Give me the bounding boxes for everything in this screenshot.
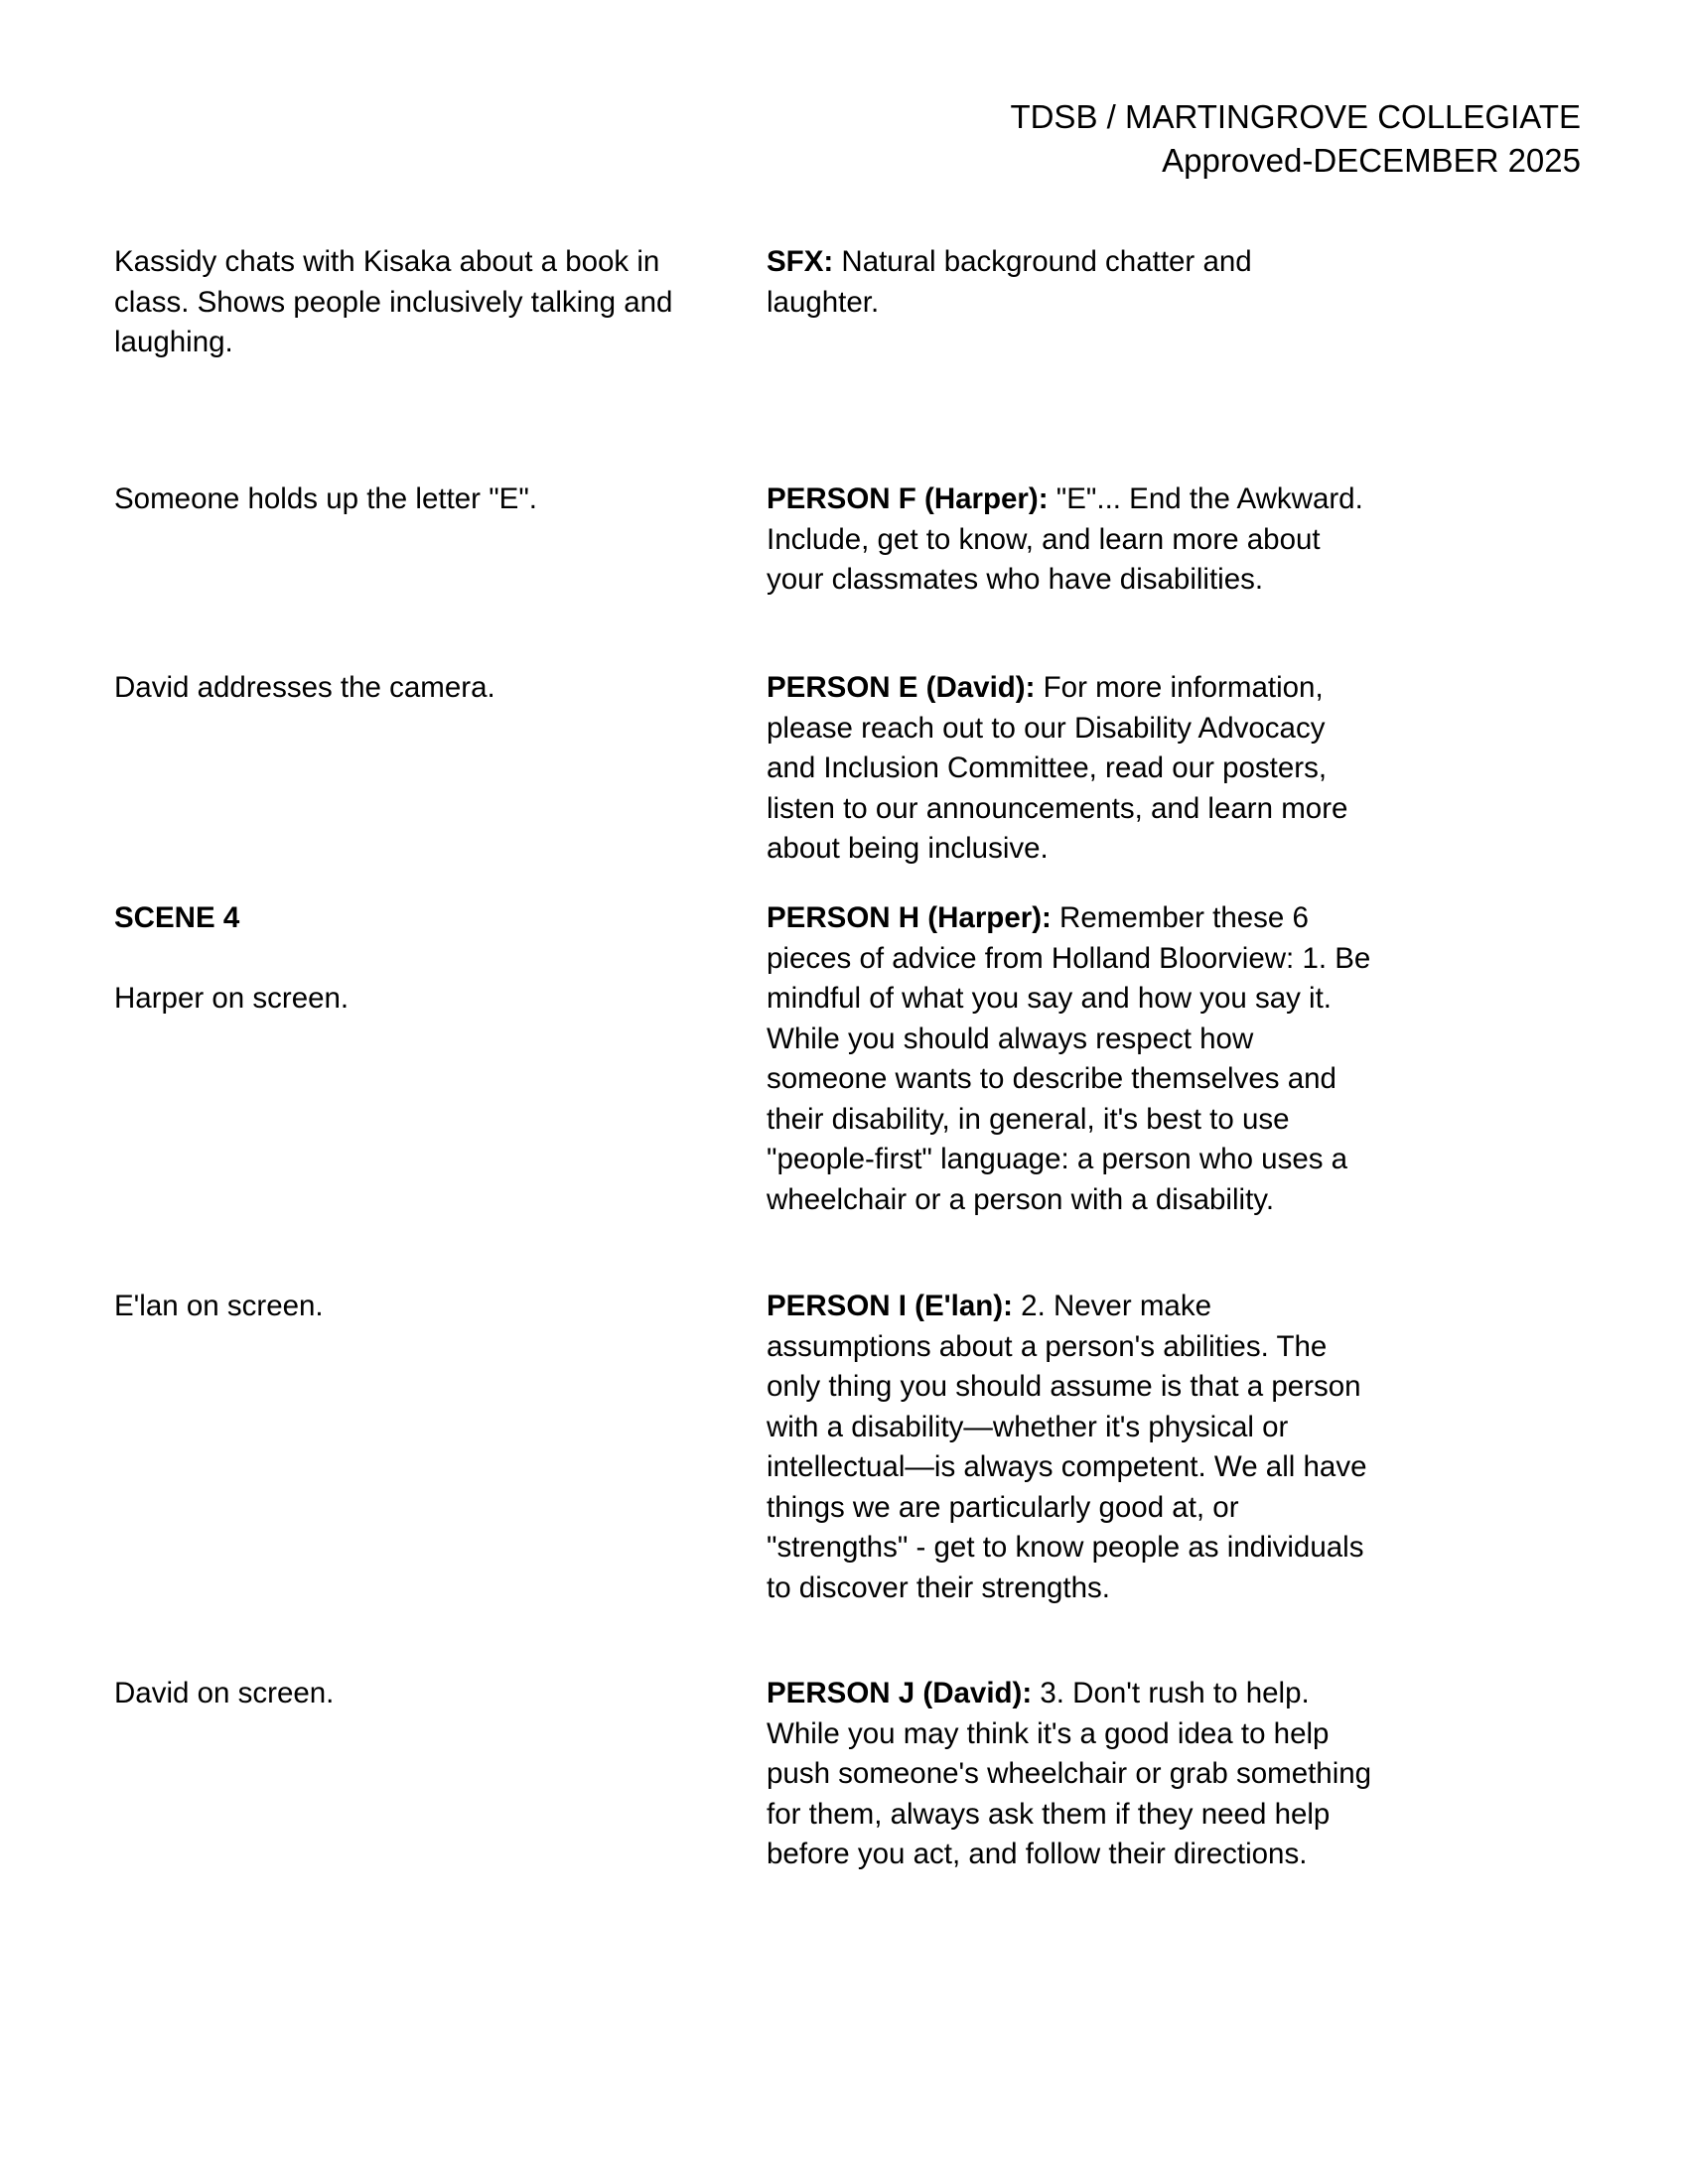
dialogue-cell: [767, 479, 1372, 601]
dialogue-text: For more information, please reach out to our Disability Advocacy and Inclusion Committee, read our posters, listen to our announcements, and learn more about being inclusive.: [767, 671, 1348, 865]
action-cell: Someone holds up the letter "E".: [114, 482, 538, 515]
speaker-label: PERSON F (Harper):: [767, 482, 1049, 515]
action-text: Harper on screen.: [114, 981, 350, 1015]
dialogue-cell: [767, 1287, 1372, 1608]
action-cell: E'lan on screen.: [114, 1290, 324, 1322]
speaker-label: PERSON J (David):: [767, 1677, 1033, 1709]
header-approval: Approved-DECEMBER 2025: [1162, 142, 1581, 179]
dialogue-text: "E"... End the Awkward. Include, get to know, and learn more about your classmates who have disabilities.: [767, 482, 1363, 596]
speaker-label: PERSON H (Harper):: [767, 901, 1052, 934]
dialogue-cell: [767, 1674, 1372, 1875]
page-header: [1010, 95, 1581, 183]
action-cell: David on screen.: [114, 1677, 335, 1709]
dialogue-cell: [767, 668, 1372, 870]
speaker-label: SFX:: [767, 245, 834, 278]
speaker-label: PERSON I (E'lan):: [767, 1290, 1013, 1322]
action-cell: Kassidy chats with Kisaka about a book in class. Shows people inclusively talking and laughing.: [114, 245, 673, 358]
dialogue-text: Natural background chatter and laughter.: [767, 245, 1252, 319]
action-cell: [114, 898, 720, 1019]
dialogue-cell: [767, 898, 1372, 1220]
dialogue-text: Remember these 6 pieces of advice from Holland Bloorview: 1. Be mindful of what you say and how you say it. While you should always respect how someone wants to describe themselves and their disability, in general, it's best to use "people-first" language: a person who uses a wheelchair or a person with a disability.: [767, 901, 1371, 1216]
dialogue-text: 3. Don't rush to help. While you may think it's a good idea to help push someone's wheelchair or grab something for them, always ask them if they need help before you act, and follow their directions.: [767, 1677, 1372, 1870]
scene-heading: SCENE 4: [114, 901, 240, 934]
header-school: TDSB / MARTINGROVE COLLEGIATE: [1010, 98, 1581, 135]
dialogue-cell: [767, 242, 1372, 323]
action-cell: David addresses the camera.: [114, 671, 495, 704]
dialogue-text: 2. Never make assumptions about a person's abilities. The only thing you should assume is that a person with a disability—whether it's physical or intellectual—is always competent. We all have things we are particularly good at, or "strengths" - get to know people as individuals to discover their strengths.: [767, 1290, 1367, 1604]
speaker-label: PERSON E (David):: [767, 671, 1036, 704]
